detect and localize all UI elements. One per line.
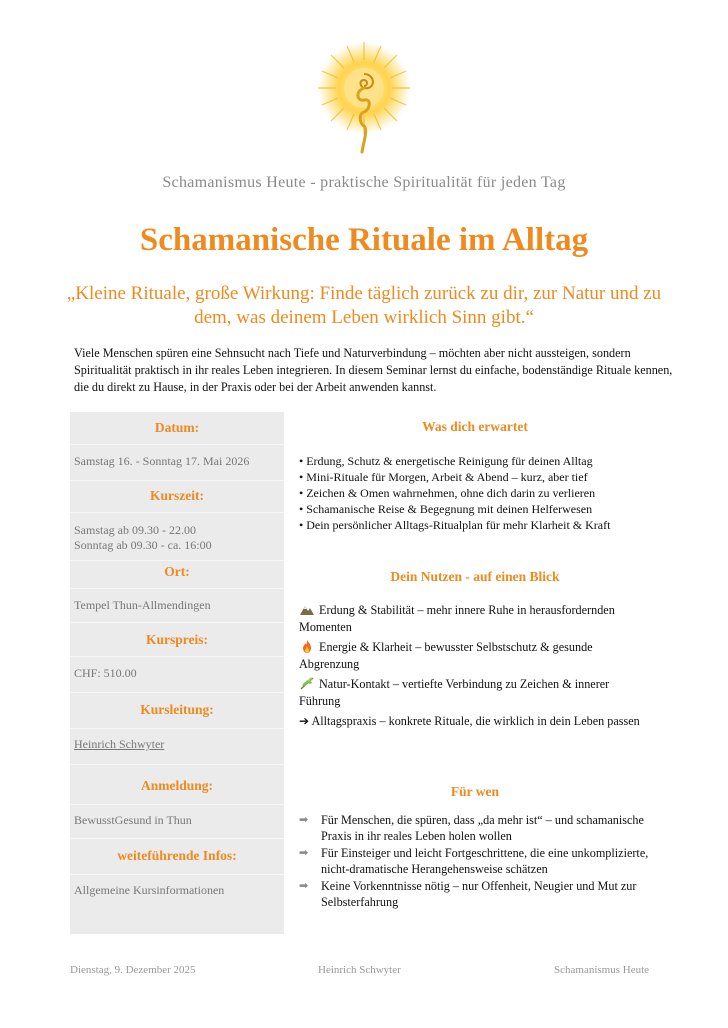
divider xyxy=(70,764,284,765)
divider xyxy=(70,560,284,561)
divider xyxy=(70,512,284,513)
kurspreis-label: Kurspreis: xyxy=(145,632,208,647)
sun-spiral-logo xyxy=(314,40,414,164)
benefit-text: Energie & Klarheit – bewusster Selbstschutz & gesunde Abgrenzung xyxy=(299,640,593,671)
page-title: Schamanische Rituale im Alltag xyxy=(139,222,589,258)
divider xyxy=(70,588,284,589)
divider xyxy=(70,622,284,623)
divider xyxy=(70,444,284,445)
tagline-quote: „Kleine Rituale, große Wirkung: Finde täglich zurück zu dir, zur Natur und zu dem, was deinem Leben wirklich Sinn gibt.“ xyxy=(66,283,662,328)
benefits-heading: Dein Nutzen - auf einen Blick xyxy=(390,569,560,584)
arrow-right-icon: ➡ xyxy=(299,879,309,892)
arrow-right-icon: ➡ xyxy=(299,813,309,826)
anmeldung-value[interactable]: BewusstGesund in Thun xyxy=(74,813,192,827)
list-item xyxy=(299,639,651,673)
list-item xyxy=(299,713,651,730)
footer-date: Dienstag, 9. Dezember 2025 xyxy=(70,964,196,976)
herb-icon xyxy=(299,677,315,690)
datum-label: Datum: xyxy=(154,420,200,435)
series-subtitle: Schamanismus Heute - praktische Spiritualität für jeden Tag xyxy=(162,174,566,191)
intro-paragraph: Viele Menschen spüren eine Sehnsucht nach Tiefe und Naturverbindung – möchten aber nicht aussteigen, sondern Spiritualität praktisch in ihr reales Leben integrieren. In diesem Seminar lernst du einfache, bodenständige Rituale kennen, die du direkt zu Hause, in der Praxis oder bei der Arbeit anwenden kannst. xyxy=(74,346,673,394)
list-item: • Erdung, Schutz & energetische Reinigung für deinen Alltag xyxy=(299,453,659,469)
datum-value: Samstag 16. - Sonntag 17. Mai 2026 xyxy=(74,454,250,468)
kursleitung-label: Kursleitung: xyxy=(140,702,214,717)
anmeldung-label: Anmeldung: xyxy=(140,778,213,793)
list-item xyxy=(299,812,659,844)
divider xyxy=(70,874,284,875)
list-item xyxy=(299,845,659,877)
list-item xyxy=(299,602,651,636)
divider xyxy=(70,804,284,805)
ort-label: Ort: xyxy=(164,564,190,579)
fire-icon xyxy=(299,640,315,653)
footer-brand: Schamanismus Heute xyxy=(554,964,650,976)
arrow-right-icon: ➡ xyxy=(299,846,309,859)
list-item: • Schamanische Reise & Begegnung mit deinen Helferwesen xyxy=(299,501,659,517)
audience-text: Keine Vorkenntnisse nötig – nur Offenheit, Neugier und Mut zur Selbsterfahrung xyxy=(321,879,637,909)
kurszeit-line-1: Samstag ab 09.30 - 22.00 xyxy=(74,523,196,537)
arrow-right-icon: ➔ xyxy=(299,714,310,728)
audience-text: Für Einsteiger und leicht Fortgeschrittene, die eine unkomplizierte, nicht-dramatische Herangehensweise schätzen xyxy=(321,846,649,876)
mountain-icon xyxy=(299,603,315,616)
divider xyxy=(70,838,284,839)
course-info-sidebar xyxy=(70,412,284,934)
kurspreis-value: CHF: 510.00 xyxy=(74,666,137,680)
benefit-text: Erdung & Stabilität – mehr innere Ruhe in herausfordernden Momenten xyxy=(299,603,615,634)
expect-heading: Was dich erwartet xyxy=(422,419,528,434)
divider xyxy=(70,480,284,481)
ort-value: Tempel Thun-Allmendingen xyxy=(74,598,211,612)
benefits-list xyxy=(299,602,651,733)
list-item xyxy=(299,676,651,710)
infos-value[interactable]: Allgemeine Kursinformationen xyxy=(74,883,225,897)
benefit-text: Natur-Kontakt – vertiefte Verbindung zu Zeichen & innerer Führung xyxy=(299,677,610,708)
footer-author: Heinrich Schwyter xyxy=(318,964,401,976)
divider xyxy=(70,656,284,657)
audience-text: Für Menschen, die spüren, dass „da mehr ist“ – und schamanische Praxis in ihr reales Leben holen wollen xyxy=(321,813,644,843)
kurszeit-line-2: Sonntag ab 09.30 - ca. 16:00 xyxy=(74,538,212,552)
list-item: • Mini-Rituale für Morgen, Arbeit & Abend – kurz, aber tief xyxy=(299,469,659,485)
list-item: • Dein persönlicher Alltags-Ritualplan für mehr Klarheit & Kraft xyxy=(299,517,659,533)
expect-list xyxy=(299,453,659,533)
infos-label: weiteführende Infos: xyxy=(117,848,237,863)
list-item xyxy=(299,878,659,910)
divider xyxy=(70,728,284,729)
list-item: • Zeichen & Omen wahrnehmen, ohne dich darin zu verlieren xyxy=(299,485,659,501)
kursleitung-link[interactable]: Heinrich Schwyter xyxy=(74,737,165,751)
kurszeit-label: Kurszeit: xyxy=(150,488,204,503)
benefit-text: Alltagspraxis – konkrete Rituale, die wirklich in dein Leben passen xyxy=(311,714,640,728)
audience-list xyxy=(299,812,659,911)
divider xyxy=(70,692,284,693)
audience-heading: Für wen xyxy=(450,784,500,799)
